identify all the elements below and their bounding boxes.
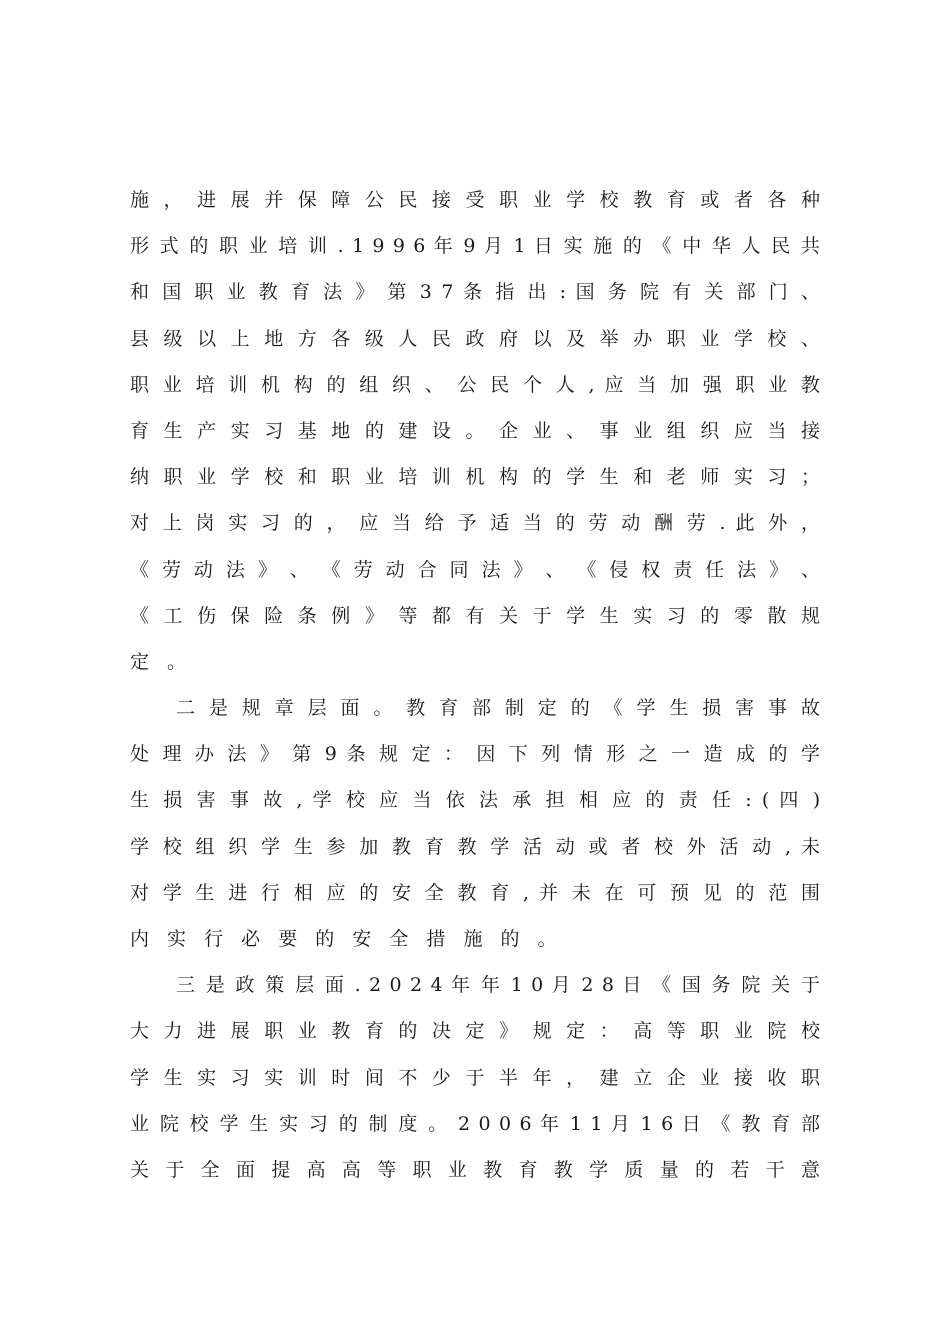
text-line: 育 生 产 实 习 基 地 的 建 设 。 企 业 、 事 业 组 织 应 当 接 <box>130 419 820 442</box>
text-line: 形 式 的 职 业 培 训 . 1 9 9 6 年 9 月 1 日 实 施 的 《 中 华 人 民 共 <box>130 235 820 258</box>
text-line: 《 劳 动 法 》 、 《 劳 动 合 同 法 》 、 《 侵 权 责 任 法 》 、 <box>130 558 821 581</box>
text-line: 《 工 伤 保 险 条 例 》 等 都 有 关 于 学 生 实 习 的 零 散 规 <box>130 604 820 627</box>
text-line: 学 生 实 习 实 训 时 间 不 少 于 半 年 ， 建 立 企 业 接 收 职 <box>130 1066 820 1089</box>
body-text <box>130 177 820 1193</box>
text-line: 处 理 办 法 》 第 9 条 规 定 ： 因 下 列 情 形 之 一 造 成 的 学 <box>130 743 820 766</box>
paragraph-first-line: 三 是 政 策 层 面 . 2 0 2 4 年 年 1 0 月 2 8 日 《 国 务 院 关 于 <box>176 974 820 997</box>
text-line: 纳 职 业 学 校 和 职 业 培 训 机 构 的 学 生 和 老 师 实 习 ； <box>130 466 820 489</box>
text-line: 业 院 校 学 生 实 习 的 制 度 。 2 0 0 6 年 1 1 月 1 6 日 《 教 育 部 <box>130 1112 820 1135</box>
text-line: 对 学 生 进 行 相 应 的 安 全 教 育 , 并 未 在 可 预 见 的 范 围 <box>130 881 820 904</box>
text-line: 大 力 进 展 职 业 教 育 的 决 定 》 规 定 ： 高 等 职 业 院 校 <box>130 1020 820 1043</box>
text-line: 学 校 组 织 学 生 参 加 教 育 教 学 活 动 或 者 校 外 活 动 , 未 <box>130 835 820 858</box>
text-line: 定。 <box>130 650 205 673</box>
text-line: 和 国 职 业 教 育 法 》 第 3 7 条 指 出 : 国 务 院 有 关 部 门 、 <box>130 281 820 304</box>
text-line: 对 上 岗 实 习 的 ， 应 当 给 予 适 当 的 劳 动 酬 劳 . 此 外 ， <box>130 512 820 535</box>
text-line: 县 级 以 上 地 方 各 级 人 民 政 府 以 及 举 办 职 业 学 校 、 <box>130 327 820 350</box>
paragraph-first-line: 二 是 规 章 层 面 。 教 育 部 制 定 的 《 学 生 损 害 事 故 <box>176 697 820 720</box>
text-line: 职 业 培 训 机 构 的 组 织 、 公 民 个 人 , 应 当 加 强 职 业 教 <box>130 373 820 396</box>
text-line: 内实行必要的安全措施的。 <box>130 928 575 950</box>
text-line: 施 ， 进 展 并 保 障 公 民 接 受 职 业 学 校 教 育 或 者 各 种 <box>130 189 820 211</box>
text-line: 生 损 害 事 故 , 学 校 应 当 依 法 承 担 相 应 的 责 任 : ( 四 ) <box>130 789 821 812</box>
text-line: 关 于 全 面 提 高 高 等 职 业 教 育 教 学 质 量 的 若 干 意 <box>130 1158 820 1181</box>
